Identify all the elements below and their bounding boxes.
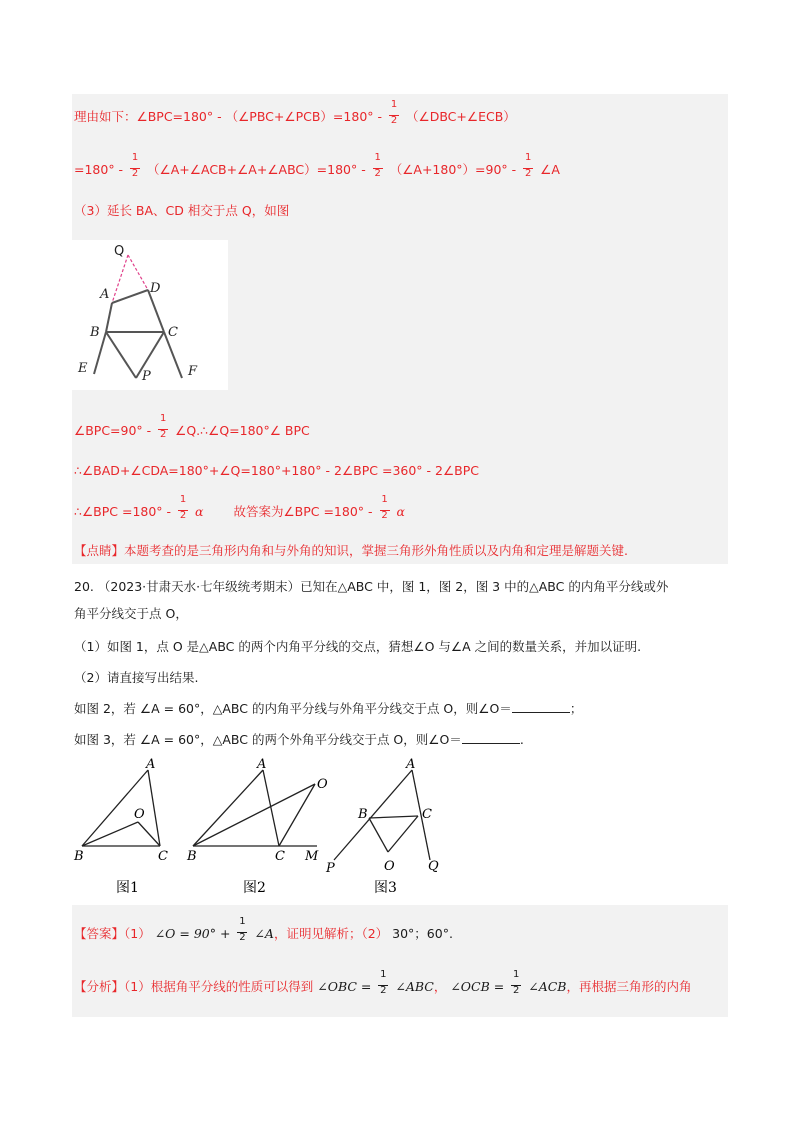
label-a: A	[146, 757, 156, 772]
label-a: A	[406, 757, 416, 772]
comment-tag: 【点睛】	[74, 543, 125, 558]
fraction-half: $\frac{1}{2}$	[513, 968, 520, 996]
label-q: Q	[428, 859, 439, 874]
analysis-line: 【分析】（1）根据角平分线的性质可以得到 ∠OBC = $\frac{1}{2}$ ∠ABC， ∠OCB = $\frac{1}{2}$ ∠ACB，再根据三角形的内角	[74, 968, 692, 996]
label-b: B	[90, 325, 100, 340]
label-p: P	[326, 861, 335, 876]
answer-blank-fig2[interactable]	[512, 700, 570, 713]
fraction-half: $\frac{1}{2}$	[131, 151, 139, 179]
q20-part-2-fig3: 如图 3，若 ∠A = 60°，△ABC 的两个外角平分线交于点 O，则∠O＝ .	[74, 732, 524, 747]
label-e: E	[78, 361, 88, 376]
fraction-half: $\frac{1}{2}$	[374, 151, 381, 179]
reason-line-1: 理由如下：∠BPC=180° - （∠PBC+∠PCB）=180° - $\frac{1}{2}$ （∠DBC+∠ECB）	[74, 98, 516, 126]
label-f: F	[188, 364, 198, 379]
label-b: B	[187, 849, 197, 864]
part3-intro: （3）延长 BA、CD 相交于点 Q，如图	[74, 203, 290, 218]
figure-1	[70, 756, 185, 896]
fraction-half: $\frac{1}{2}$	[179, 493, 187, 521]
figure-2	[185, 756, 335, 896]
fraction-half: $\frac{1}{2}$	[380, 968, 387, 996]
q20-part-2: （2）请直接写出结果.	[74, 670, 199, 685]
label-c: C	[158, 849, 168, 864]
label-b: B	[358, 807, 368, 822]
fraction-half: $\frac{1}{2}$	[390, 98, 398, 126]
q20-line-2: 角平分线交于点 O，	[74, 606, 188, 621]
label-q: Q	[114, 244, 125, 259]
caption-fig1: 图1	[116, 880, 139, 896]
label-c: C	[422, 807, 432, 822]
answer-tag: 【答案】	[74, 926, 125, 941]
label-d: D	[150, 281, 161, 296]
analysis-tag: 【分析】	[74, 979, 125, 994]
answer-background	[72, 905, 728, 1017]
label-p: P	[142, 369, 151, 384]
caption-fig2: 图2	[243, 880, 266, 896]
label-o: O	[384, 859, 395, 874]
q20-part-2-fig2: 如图 2，若 ∠A = 60°，△ABC 的内角平分线与外角平分线交于点 O，则∠O＝ ；	[74, 701, 583, 716]
fraction-half: $\frac{1}{2}$	[159, 412, 167, 440]
part3-line-1: ∠BPC=90° - $\frac{1}{2}$ ∠Q.∴∠Q=180°∠ BPC	[74, 412, 310, 440]
answer-blank-fig3[interactable]	[462, 731, 520, 744]
answer-line: 【答案】（1） ∠O = 90° + $\frac{1}{2}$ ∠A，证明见解析；（2） 30°；60°.	[74, 915, 453, 943]
label-c: C	[168, 325, 178, 340]
fraction-half: $\frac{1}{2}$	[524, 151, 532, 179]
part3-line-2: ∴∠BAD+∠CDA=180°+∠Q=180°+180° - 2∠BPC =360° - 2∠BPC	[74, 463, 480, 478]
q20-number: 20.	[74, 579, 94, 594]
label-o: O	[134, 807, 145, 822]
figure-3	[322, 756, 462, 896]
figure-quadrilateral	[72, 240, 228, 390]
fraction-half: $\frac{1}{2}$	[381, 493, 388, 521]
comment-line: 【点睛】本题考查的是三角形内角和与外角的知识，掌握三角形外角性质以及内角和定理是解题关键.	[74, 543, 628, 558]
label-a: A	[100, 287, 110, 302]
q20-part-1: （1）如图 1，点 O 是△ABC 的两个内角平分线的交点，猜想∠O 与∠A 之间的数量关系，并加以证明.	[74, 639, 642, 654]
reason-line-2: =180° - $\frac{1}{2}$ （∠A+∠ACB+∠A+∠ABC）=180° - $\frac{1}{2}$ （∠A+180°）=90° - $\frac{1}{2}$ ∠A	[74, 151, 560, 179]
label-a: A	[257, 757, 267, 772]
caption-fig3: 图3	[374, 880, 397, 896]
label-b: B	[74, 849, 84, 864]
label-m: M	[305, 849, 319, 864]
q20-line-1: 20. （2023·甘肃天水·七年级统考期末）已知在△ABC 中，图 1，图 2，图 3 中的△ABC 的内角平分线或外	[74, 579, 669, 594]
part3-line-3: ∴∠BPC =180° - $\frac{1}{2}$ α 故答案为∠BPC =180° - $\frac{1}{2}$ α	[74, 493, 405, 521]
label-o: O	[317, 777, 328, 792]
fraction-half: $\frac{1}{2}$	[239, 915, 246, 943]
label-c: C	[275, 849, 285, 864]
